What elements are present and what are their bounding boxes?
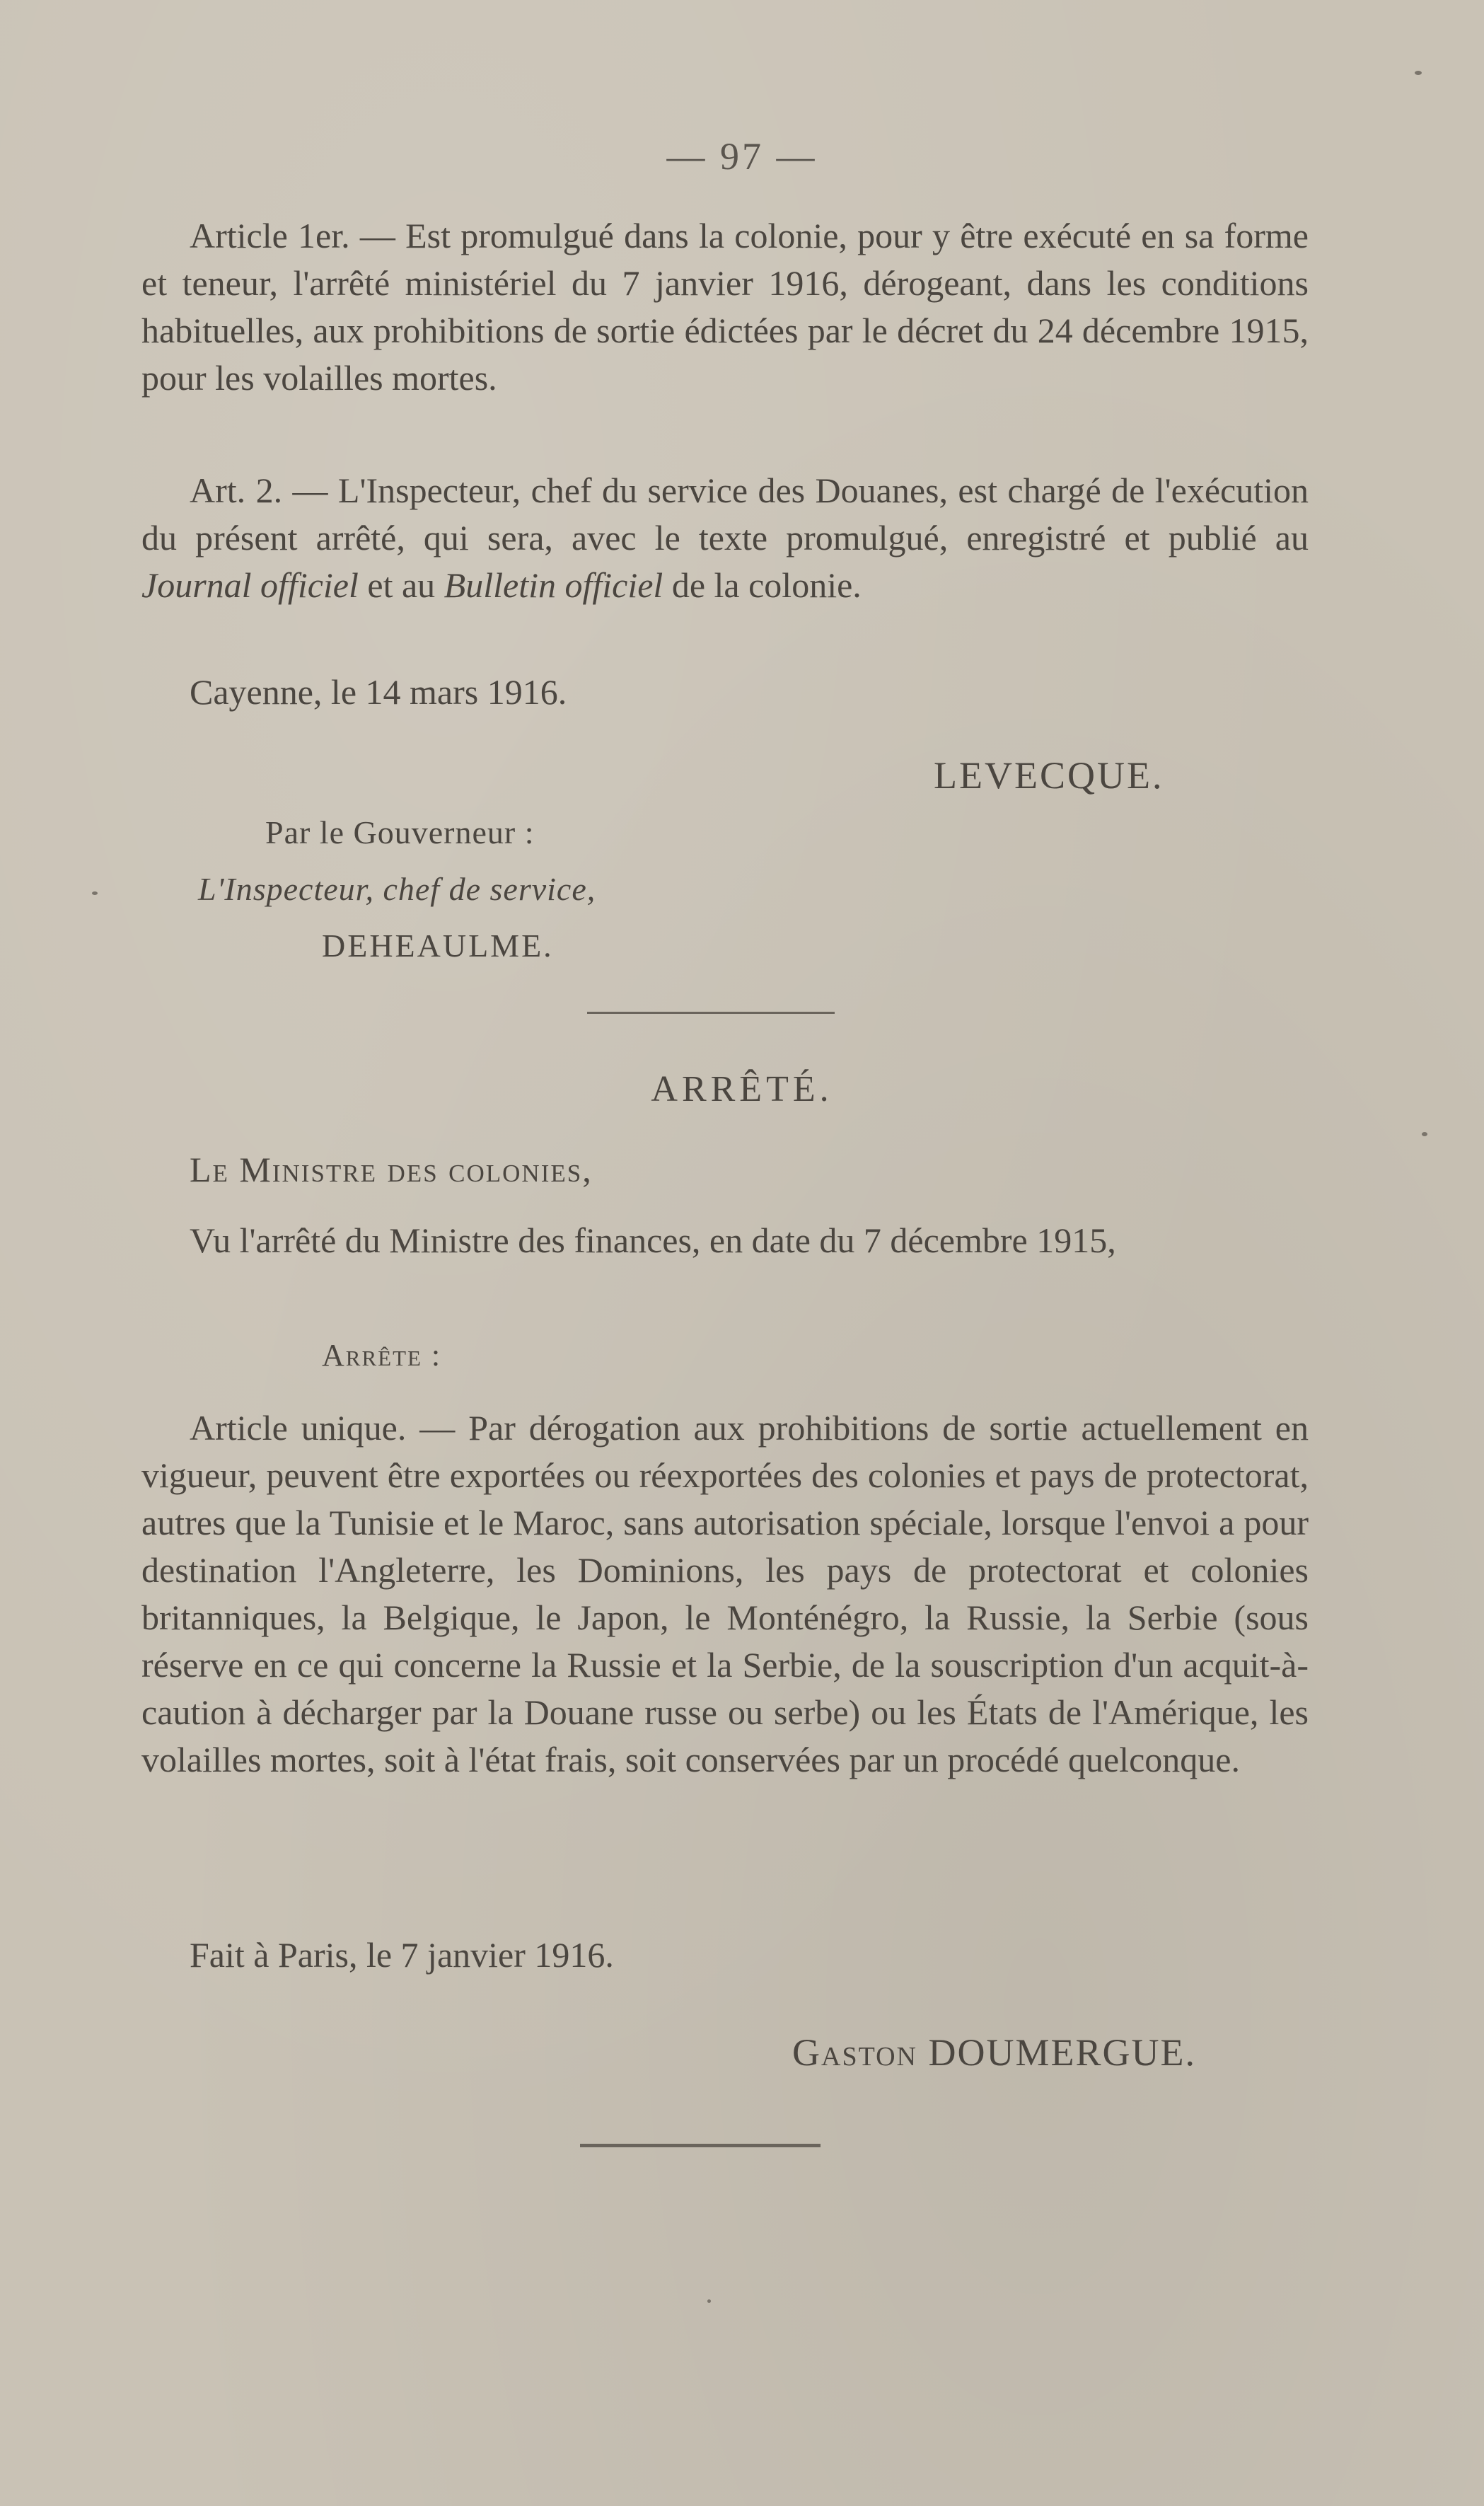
by-governor: Par le Gouverneur : [265, 814, 535, 850]
scan-speck [92, 891, 98, 895]
decree1-article2 [141, 467, 1309, 609]
scan-speck [1415, 71, 1422, 75]
decree2-minister: Le Ministre des colonies, [190, 1150, 593, 1189]
bulletin-officiel: Bulletin officiel [444, 565, 663, 605]
separator-rule-bottom [580, 2144, 821, 2147]
decree2-signature: Gaston DOUMERGUE. [792, 2031, 1196, 2074]
decree2-considering: Vu l'arrêté du Ministre des finances, en date du 7 décembre 1915, [190, 1220, 1116, 1260]
decree1-article1-block [141, 212, 1309, 402]
decree1-place-date-block [141, 669, 1309, 716]
page-number: — 97 — [666, 135, 818, 178]
article2-text-1: Art. 2. — L'Inspecteur, chef du service des Douanes, est chargé de l'exécution du présent arrêté, qui sera, avec le texte promulgué, enregistré et publié au [141, 470, 1309, 558]
decree1-place-date: Cayenne, le 14 mars 1916. [190, 672, 567, 712]
scan-speck [1422, 1132, 1427, 1136]
arrete-label: Arrête : [322, 1338, 442, 1373]
inspector-name: DEHEAULME. [322, 928, 554, 964]
decree2-article-block [141, 1404, 1309, 1784]
decree1-article2-block [141, 467, 1309, 609]
separator-rule-top [587, 1012, 835, 1014]
article2-text-2: et au [358, 565, 444, 605]
decree2-considering-block [141, 1217, 1309, 1264]
decree1-article1: Article 1er. — Est promulgué dans la colonie, pour y être exécuté en sa forme et teneur, l'arrêté ministériel du 7 janvier 1916, dérogeant, dans les conditions habituelles, aux prohibitions de sortie édictées par le décret du 24 décembre 1915, pour les volailles mortes. [141, 216, 1309, 398]
article2-text-3: de la colonie. [663, 565, 862, 605]
decree2-minister-block [141, 1146, 1309, 1194]
decree2-article-unique: Article unique. — Par dérogation aux prohibitions de sortie actuellement en vigueur, peuvent être exportées ou réexportées des colonies et pays de protectorat, autres que la Tunisie et le Maroc, sans autorisation spéciale, lorsque l'envoi a pour destination l'Angleterre, les Dominions, les pays de protectorat et colonies britanniques, la Belgique, le Japon, le Monténégro, la Russie, la Serbie (sous réserve en ce qui concerne la Russie et la Serbie, de la souscription d'un acquit-à-caution à décharger par la Douane russe ou serbe) ou les États de l'Amérique, les volailles mortes, soit à l'état frais, soit conservées par un procédé quelconque. [141, 1408, 1309, 1779]
decree2-place-date: Fait à Paris, le 7 janvier 1916. [190, 1935, 614, 1975]
decree2-heading: ARRÊTÉ. [651, 1069, 833, 1109]
journal-officiel: Journal officiel [141, 565, 359, 605]
decree1-signature: LEVECQUE. [934, 754, 1164, 797]
scan-speck [707, 2299, 711, 2303]
decree2-place-date-block [141, 1932, 1309, 1979]
inspector-title: L'Inspecteur, chef de service, [198, 871, 596, 907]
